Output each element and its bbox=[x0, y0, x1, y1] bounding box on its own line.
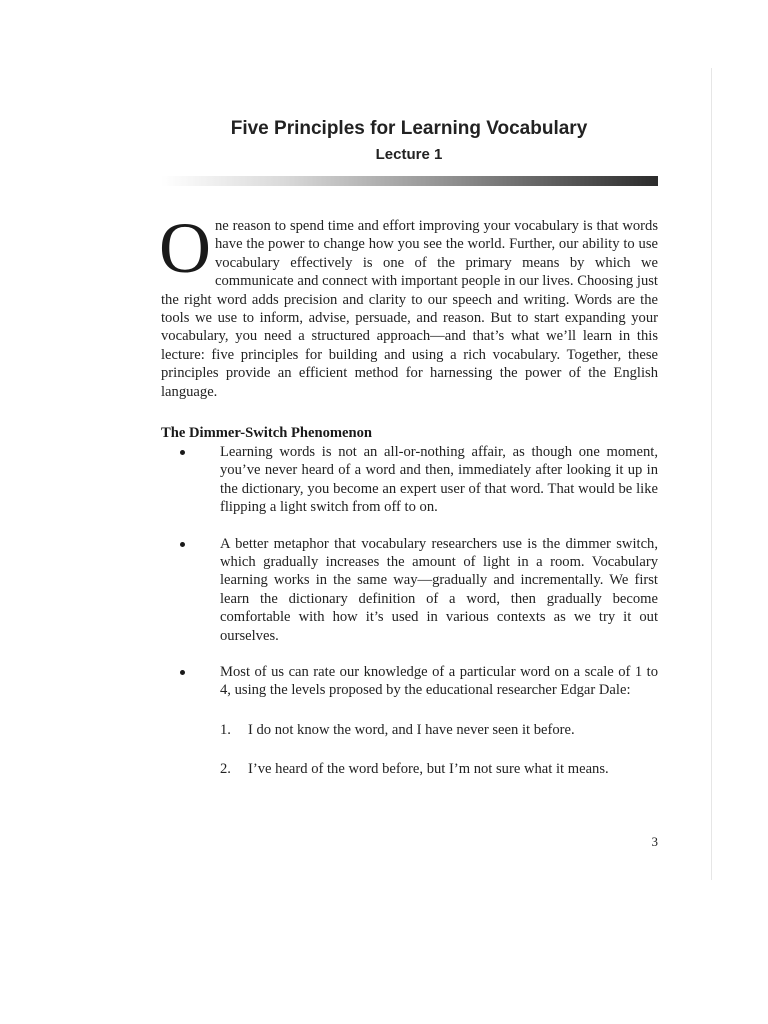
level-item bbox=[220, 721, 660, 739]
level-text: I’ve heard of the word before, but I’m not sure what it means. bbox=[248, 761, 609, 777]
level-text: I do not know the word, and I have never seen it before. bbox=[248, 722, 575, 738]
bullet-icon bbox=[180, 450, 185, 455]
intro-text: ne reason to spend time and effort improving your vocabulary is that words have the power to change how you see the world. Further, our ability to use vocabulary effectively is one of the primary means by which we communicate and connect with important people in our lives. Choosing just the right word adds precision and clarity to our speech and writing. Words are the tools we use to inform, advise, persuade, and reason. But to start expanding your vocabulary, you need a structured approach—and that’s what we’ll learn in this lecture: five principles for building and using a rich vocabulary. Together, these principles provide an efficient method for harnessing the power of the English language. bbox=[161, 218, 658, 400]
level-number: 1. bbox=[220, 722, 231, 738]
bullet-text: Most of us can rate our knowledge of a particular word on a scale of 1 to 4, using the levels proposed by the educational researcher Edgar Dale: bbox=[220, 664, 658, 699]
section-heading: The Dimmer-Switch Phenomenon bbox=[161, 425, 373, 441]
bullet-text: Learning words is not an all-or-nothing affair, as though one moment, you’ve never heard of a word and then, immediately after looking it up in the dictionary, you become an expert user of that word. That would be like flipping a light switch from off to on. bbox=[220, 444, 658, 516]
bullet-list bbox=[161, 443, 658, 718]
intro-paragraph bbox=[159, 208, 658, 401]
lecture-subtitle: Lecture 1 bbox=[375, 146, 443, 163]
level-item bbox=[220, 760, 660, 778]
page-edge-line bbox=[711, 68, 712, 880]
title-divider-bar bbox=[161, 176, 658, 186]
bullet-item bbox=[161, 443, 658, 517]
bullet-icon bbox=[180, 670, 185, 675]
bullet-item bbox=[161, 535, 658, 645]
drop-cap: O bbox=[159, 208, 211, 288]
lecture-title: Five Principles for Learning Vocabulary bbox=[230, 118, 588, 139]
page-number: 3 bbox=[651, 834, 658, 849]
bullet-item bbox=[161, 663, 658, 700]
bullet-icon bbox=[180, 542, 185, 547]
bullet-text: A better metaphor that vocabulary researchers use is the dimmer switch, which gradually increases the amount of light in a room. Vocabulary learning works in the same way—gradually and incrementally. We first learn the dictionary definition of a word, then gradually become comfortable with how it’s used in various contexts as we try it out ourselves. bbox=[220, 535, 658, 644]
level-number: 2. bbox=[220, 761, 231, 777]
